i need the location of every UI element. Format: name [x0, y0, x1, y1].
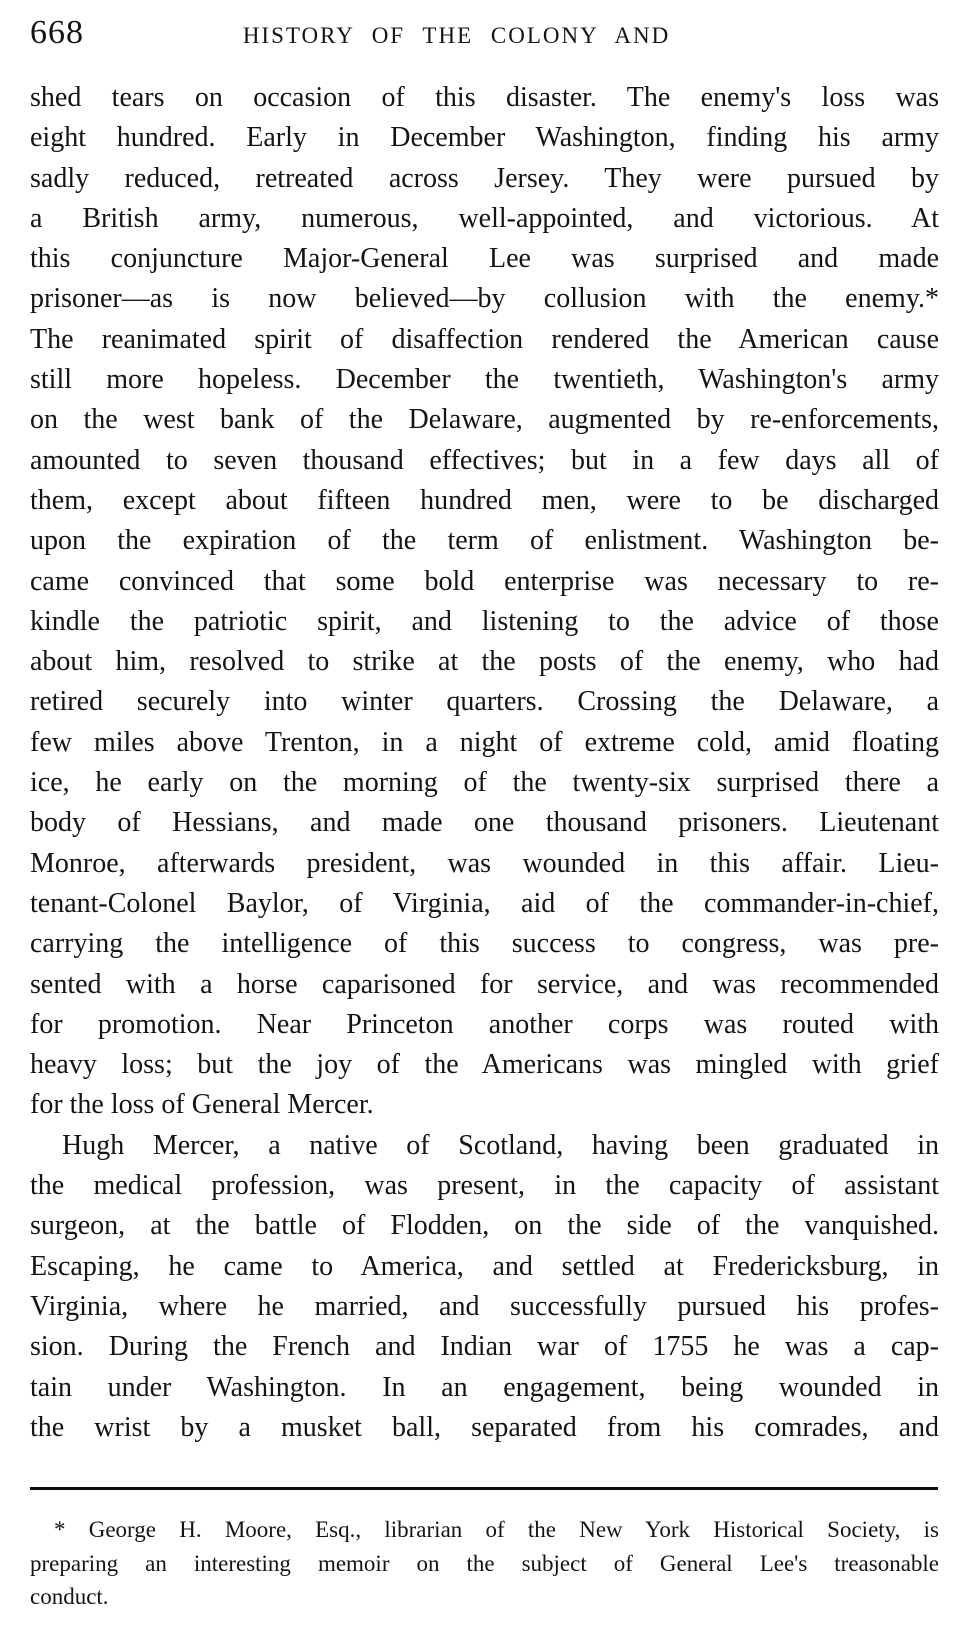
body-text-line: shed tears on occasion of this disaster. The enemy's loss was [30, 82, 939, 113]
body-text-line: retired securely into winter quarters. Crossing the Delaware, a [30, 686, 939, 718]
body-text-line: for the loss of General Mercer. [30, 1089, 374, 1121]
running-title: HISTORY OF THE COLONY AND [242, 23, 671, 48]
footnote-line: conduct. [30, 1584, 109, 1609]
body-text-line: the wrist by a musket ball, separated from his comrades, and [30, 1411, 939, 1443]
body-text-line: about him, resolved to strike at the posts of the enemy, who had [30, 646, 939, 678]
body-text-line: them, except about fifteen hundred men, were to be discharged [30, 484, 939, 516]
body-text-line: on the west bank of the Delaware, augmented by re-enforcements, [30, 404, 939, 436]
body-text-line: prisoner—as is now believed—by collusion with the enemy.* [30, 283, 939, 315]
page-header [30, 0, 939, 60]
body-text [30, 78, 939, 1448]
body-text-line: came convinced that some bold enterprise was necessary to re- [30, 565, 939, 597]
body-text-line: surgeon, at the battle of Flodden, on the side of the vanquished. [30, 1210, 939, 1242]
body-text-line: Escaping, he came to America, and settled at Fredericksburg, in [30, 1250, 939, 1282]
page-number: 668 [30, 14, 84, 51]
footnote [30, 1513, 939, 1614]
body-text-line: kindle the patriotic spirit, and listening to the advice of those [30, 605, 939, 637]
body-text-line: eight hundred. Early in December Washington, finding his army [30, 122, 939, 154]
body-text-line: sented with a horse caparisoned for service, and was recommended [30, 968, 939, 1000]
body-text-line: for promotion. Near Princeton another corps was routed with [30, 1008, 939, 1040]
footnote-line: * George H. Moore, Esq., librarian of the New York Historical Society, is [54, 1517, 939, 1542]
body-text-line: heavy loss; but the joy of the Americans was mingled with grief [30, 1049, 939, 1081]
body-text-line: a British army, numerous, well-appointed, and victorious. At [30, 202, 939, 234]
body-text-line: The reanimated spirit of disaffection rendered the American cause [30, 323, 939, 355]
body-text-line: tenant-Colonel Baylor, of Virginia, aid of the commander-in-chief, [30, 887, 939, 919]
footnote-rule [30, 1487, 938, 1490]
body-text-line: tain under Washington. In an engagement, being wounded in [30, 1371, 939, 1403]
body-text-line: few miles above Trenton, in a night of extreme cold, amid floating [30, 726, 939, 758]
body-text-line: upon the expiration of the term of enlistment. Washington be- [30, 525, 939, 557]
body-text-line: ice, he early on the morning of the twenty-six surprised there a [30, 767, 939, 799]
body-text-line: body of Hessians, and made one thousand prisoners. Lieutenant [30, 807, 939, 839]
body-text-line: amounted to seven thousand effectives; but in a few days all of [30, 444, 939, 476]
body-text-line: this conjuncture Major-General Lee was surprised and made [30, 243, 939, 275]
body-text-line: the medical profession, was present, in the capacity of assistant [30, 1170, 939, 1202]
body-text-line: sadly reduced, retreated across Jersey. They were pursued by [30, 162, 939, 194]
body-text-line: Virginia, where he married, and successfully pursued his profes- [30, 1290, 939, 1322]
body-text-line: carrying the intelligence of this success to congress, was pre- [30, 928, 939, 960]
body-text-line: sion. During the French and Indian war of 1755 he was a cap- [30, 1331, 939, 1363]
body-text-line: Monroe, afterwards president, was wounded in this affair. Lieu- [30, 847, 939, 879]
body-text-line: still more hopeless. December the twentieth, Washington's army [30, 364, 939, 396]
footnote-line: preparing an interesting memoir on the subject of General Lee's treasonable [30, 1550, 939, 1576]
body-text-line: Hugh Mercer, a native of Scotland, having been graduated in [62, 1129, 939, 1161]
